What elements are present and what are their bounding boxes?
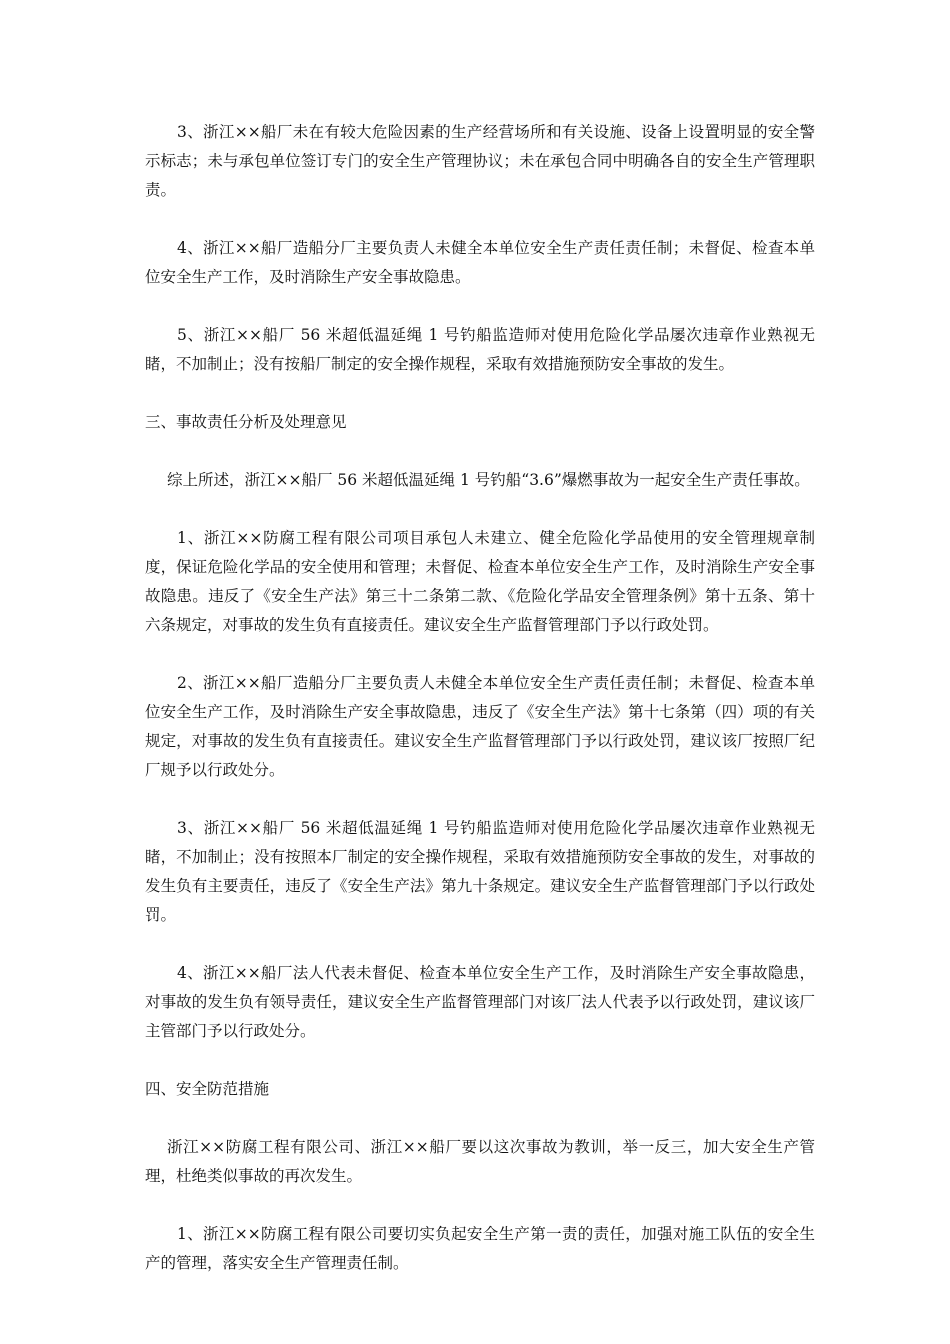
- responsibility-item-2: 2、浙江××船厂造船分厂主要负责人未健全本单位安全生产责任责任制；未督促、检查本单位安全生产工作，及时消除生产安全事故隐患，违反了《安全生产法》第十七条第（四）项的有关规定，对事故的发生负有直接责任。建议安全生产监督管理部门予以行政处罚，建议该厂按照厂纪厂规予以行政处分。: [145, 674, 815, 779]
- measure-item-1: 1、浙江××防腐工程有限公司要切实负起安全生产第一责的责任，加强对施工队伍的安全生产的管理，落实安全生产管理责任制。: [145, 1225, 815, 1272]
- document-page: [145, 118, 815, 1278]
- measures-intro-paragraph: 浙江××防腐工程有限公司、浙江××船厂要以这次事故为教训，举一反三，加大安全生产管理，杜绝类似事故的再次发生。: [145, 1138, 815, 1185]
- summary-paragraph: 综上所述，浙江××船厂 56 米超低温延绳 1 号钓船“3.6”爆燃事故为一起安全生产责任事故。: [167, 471, 810, 489]
- paragraph-item-3: 3、浙江××船厂未在有较大危险因素的生产经营场所和有关设施、设备上设置明显的安全警示标志；未与承包单位签订专门的安全生产管理协议；未在承包合同中明确各自的安全生产管理职责。: [145, 123, 815, 199]
- paragraph-item-5: 5、浙江××船厂 56 米超低温延绳 1 号钓船监造师对使用危险化学品屡次违章作业熟视无睹，不加制止；没有按船厂制定的安全操作规程，采取有效措施预防安全事故的发生。: [145, 326, 815, 373]
- responsibility-item-4: 4、浙江××船厂法人代表未督促、检查本单位安全生产工作，及时消除生产安全事故隐患，对事故的发生负有领导责任，建议安全生产监督管理部门对该厂法人代表予以行政处罚，建议该厂主管部门予以行政处分。: [145, 964, 815, 1040]
- paragraph-item-4: 4、浙江××船厂造船分厂主要负责人未健全本单位安全生产责任责任制；未督促、检查本单位安全生产工作，及时消除生产安全事故隐患。: [145, 239, 815, 286]
- responsibility-item-3: 3、浙江××船厂 56 米超低温延绳 1 号钓船监造师对使用危险化学品屡次违章作业熟视无睹，不加制止；没有按照本厂制定的安全操作规程，采取有效措施预防安全事故的发生，对事故的发生负有主要责任，违反了《安全生产法》第九十条规定。建议安全生产监督管理部门予以行政处罚。: [145, 819, 815, 924]
- responsibility-item-1: 1、浙江××防腐工程有限公司项目承包人未建立、健全危险化学品使用的安全管理规章制度，保证危险化学品的安全使用和管理；未督促、检查本单位安全生产工作，及时消除生产安全事故隐患。违反了《安全生产法》第三十二条第二款、《危险化学品安全管理条例》第十五条、第十六条规定，对事故的发生负有直接责任。建议安全生产监督管理部门予以行政处罚。: [145, 529, 815, 634]
- section-heading-4: 四、安全防范措施: [145, 1080, 270, 1098]
- section-heading-3: 三、事故责任分析及处理意见: [145, 413, 347, 431]
